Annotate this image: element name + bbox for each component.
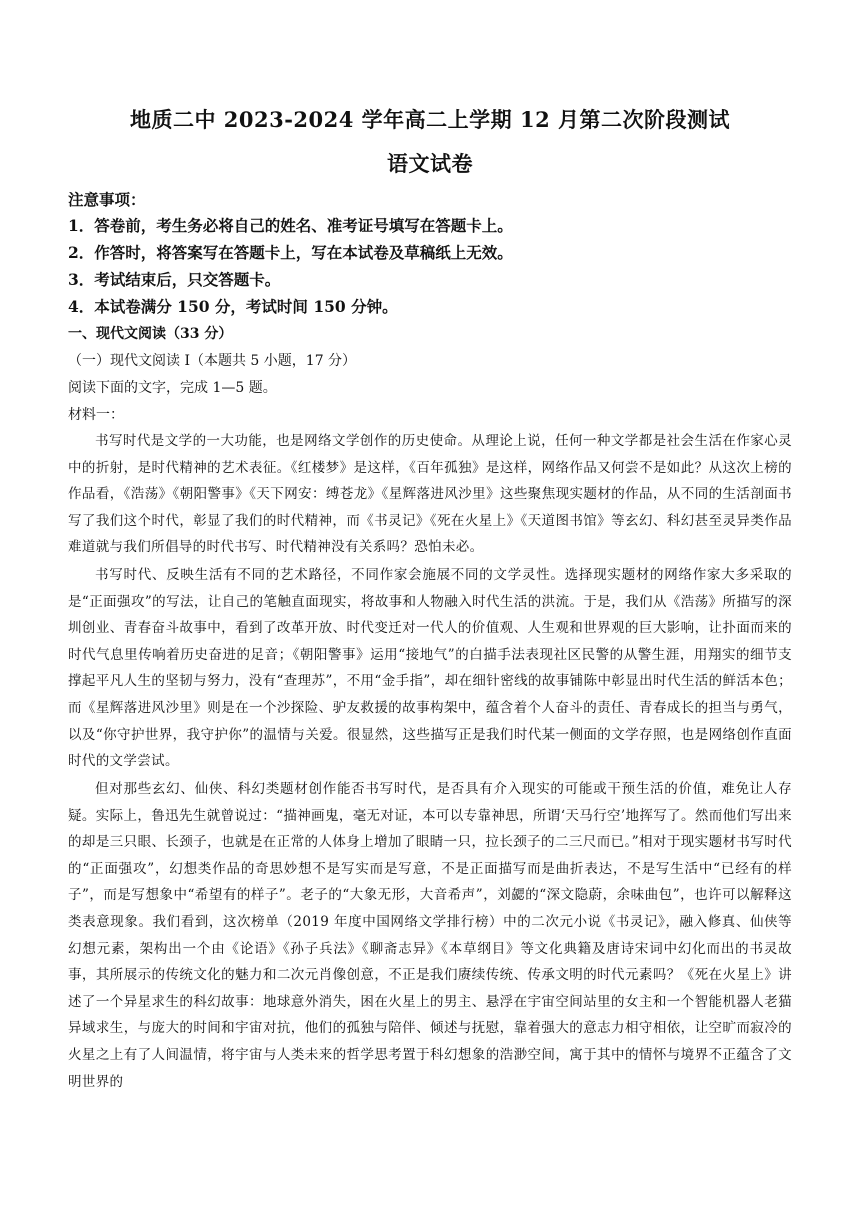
notice-item-4: 4．本试卷满分 150 分，考试时间 150 分钟。 <box>68 297 398 316</box>
notice-item-2: 2．作答时，将答案写在答题卡上，写在本试卷及草稿纸上无效。 <box>68 243 513 262</box>
notice-heading: 注意事项： <box>68 190 146 209</box>
exam-subtitle: 语文试卷 <box>387 151 473 176</box>
material-label: 材料一： <box>68 407 124 423</box>
paragraph-2: 书写时代、反映生活有不同的艺术路径，不同作家会施展不同的文学灵性。选择现实题材的网络作家大多采取的是“正面强攻”的写法，让自己的笔触直面现实，将故事和人物融入时代生活的洪流。于是，我们从《浩荡》所描写的深圳创业、青春奋斗故事中，看到了改革开放、时代变迁对一代人的价值观、人生观和世界观的巨大影响，让扑面而来的时代气息里传响着历史奋进的足音；《朝阳警事》运用“接地气”的白描手法表现社区民警的从警生涯，用翔实的细节支撑起平凡人生的坚韧与努力，没有“查理苏”，不用“金手指”，却在细针密线的故事铺陈中彰显出时代生活的鲜活本色；而《星辉落进风沙里》则是在一个沙探险、驴友救援的故事构架中，蕴含着个人奋斗的责任、青春成长的担当与勇气，以及“你守护世界，我守护你”的温情与关爱。很显然，这些描写正是我们时代某一侧面的文学存照，也是网络创作直面时代的文学尝试。 <box>68 567 792 770</box>
notice-item-1: 1．答卷前，考生务必将自己的姓名、准考证号填写在答题卡上。 <box>68 216 513 235</box>
paragraph-1: 书写时代是文学的一大功能，也是网络文学创作的历史使命。从理论上说，任何一种文学都是社会生活在作家心灵中的折射，是时代精神的艺术表征。《红楼梦》是这样，《百年孤独》是这样，网络作品又何尝不是如此？从这次上榜的作品看，《浩荡》《朝阳警事》《天下网安：缚苍龙》《星辉落进风沙里》这些聚焦现实题材的作品，从不同的生活剖面书写了我们这个时代，彰显了我们的时代精神，而《书灵记》《死在火星上》《天道图书馆》等玄幻、科幻甚至灵异类作品难道就与我们所倡导的时代书写、时代精神没有关系吗？恐怕未必。 <box>68 433 792 556</box>
exam-title: 地质二中 2023-2024 学年高二上学期 12 月第二次阶段测试 <box>129 107 731 132</box>
section-heading: 一、现代文阅读（33 分） <box>68 326 233 342</box>
paragraph-3: 但对那些玄幻、仙侠、科幻类题材创作能否书写时代，是否具有介入现实的可能或干预生活的价值，难免让人存疑。实际上，鲁迅先生就曾说过：“描神画鬼，毫无对证，本可以专靠神思，所谓‘天马行空’地挥写了。然而他们写出来的却是三只眼、长颈子，也就是在正常的人体身上增加了眼睛一只，拉长颈子的二三尺而已。”相对于现实题材书写时代的“正面强攻”，幻想类作品的奇思妙想不是写实而是写意，不是正面描写而是曲折表达，不是写生活中“已经有的样子”，而是写想象中“希望有的样子”。老子的“大象无形，大音希声”，刘勰的“深文隐蔚，余味曲包”，也许可以解释这类表意现象。我们看到，这次榜单（2019 年度中国网络文学排行榜）中的二次元小说《书灵记》，融入修真、仙侠等幻想元素，架构出一个由《论语》《孙子兵法》《聊斋志异》《本草纲目》等文化典籍及唐诗宋词中幻化而出的书灵故事，其所展示的传统文化的魅力和二次元肖像创意，不正是我们赓续传统、传承文明的时代元素吗？《死在火星上》讲述了一个异星求生的科幻故事：地球意外消失，困在火星上的男主、悬浮在宇宙空间站里的女主和一个智能机器人老猫异域求生，与庞大的时间和宇宙对抗，他们的孤独与陪伴、倾述与抚慰，靠着强大的意志力相守相依，让空旷而寂冷的火星之上有了人间温情，将宇宙与人类未来的哲学思考置于科幻想象的浩渺空间，寓于其中的情怀与境界不正蕴含了文明世界的 <box>68 781 792 1090</box>
notice-item-3: 3．考试结束后，只交答题卡。 <box>68 270 281 289</box>
reading-instruction: 阅读下面的文字，完成 1—5 题。 <box>68 380 277 396</box>
section-subheading: （一）现代文阅读 I（本题共 5 小题，17 分） <box>68 353 357 369</box>
